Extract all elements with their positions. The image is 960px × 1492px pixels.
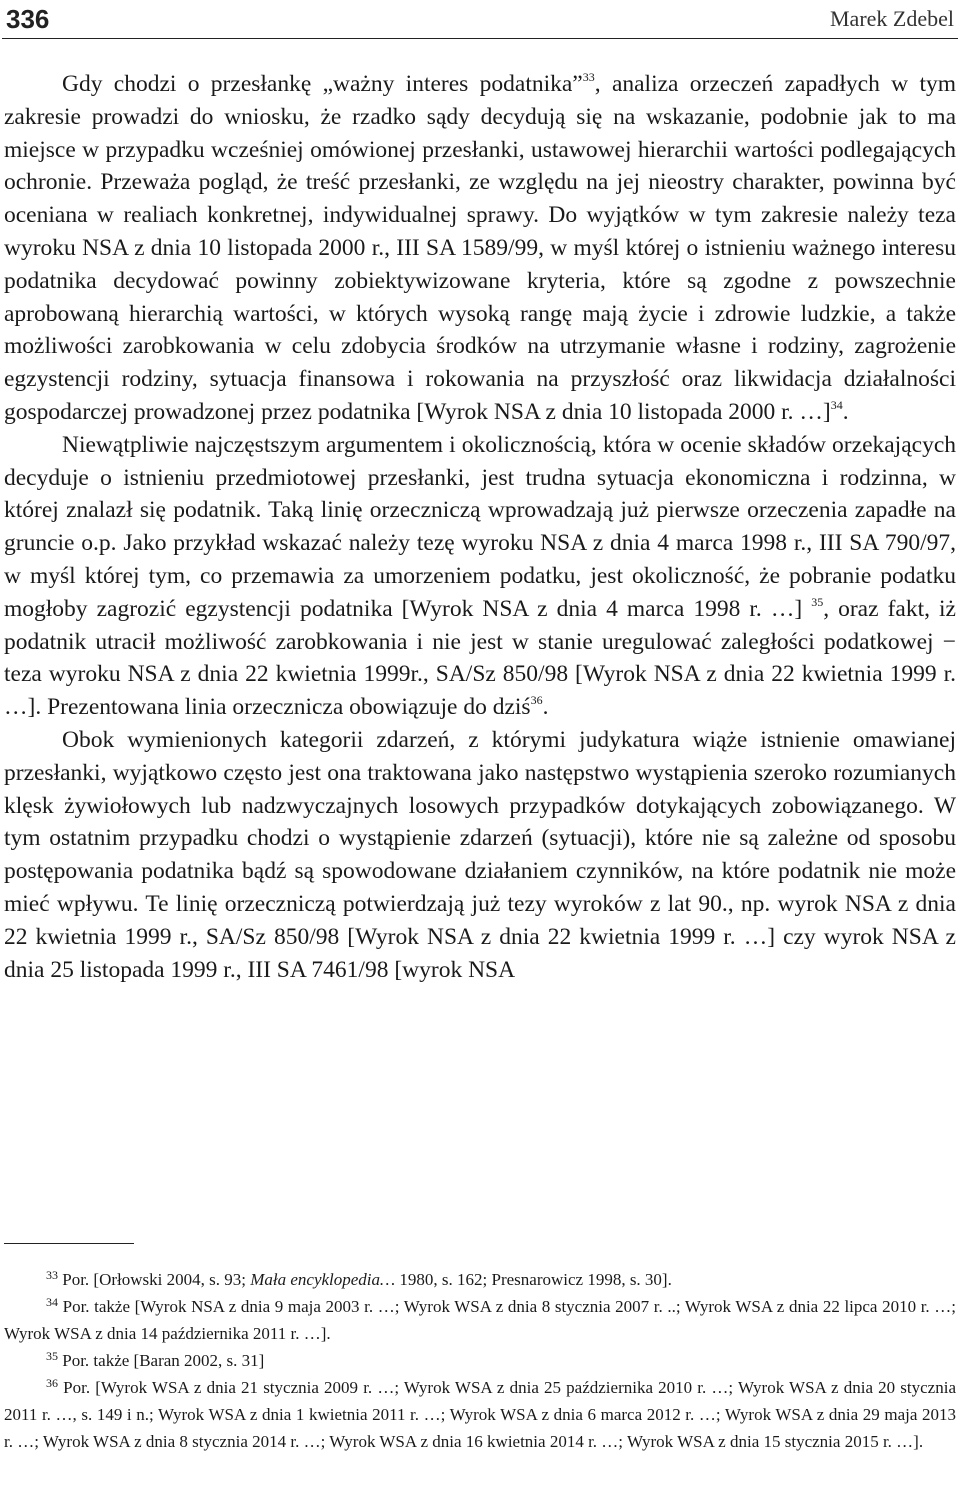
paragraph [4, 68, 956, 429]
footnote-reference[interactable]: 33 [582, 70, 595, 84]
footnotes [4, 1266, 956, 1455]
footnote-35 [4, 1347, 956, 1374]
footnote-number: 33 [46, 1268, 58, 1282]
footnote-text: Por. także [Wyrok NSA z dnia 9 maja 2003 r. …; Wyrok WSA z dnia 8 stycznia 2007 r. ..; Wyrok WSA z dnia 22 lipca 2010 r. …; Wyrok WSA z dnia 14 października 2011 r. …]. [4, 1297, 956, 1343]
paragraph-text: . [542, 694, 549, 721]
paragraph-text: Niewątpliwie najczęstszym argumentem i okolicznością, która w ocenie składów orzekających decyduje o istnieniu przedmiotowej przesłanki, jest trudna sytuacja ekonomiczna i rodzinna, w której znalazł się podatnik. Taką linię orzeczniczą wprowadzają już pierwsze orzeczenia zapadłe na gruncie o.p. Jako przykład wskazać należy tezę wyroku NSA z dnia 4 marca 1998 r., III SA 790/97, w myśl której tym, co przemawia za umorzeniem podatku, jest okoliczność, że pobranie podatku mogłoby zagrozić egzystencji podatnika [Wyrok NSA z dnia 4 marca 1998 r. …] [4, 431, 956, 622]
footnote-text: Por. także [Baran 2002, s. 31] [62, 1351, 265, 1370]
paragraph-text: Obok wymienionych kategorii zdarzeń, z którymi judykatura wiąże istnienie omawianej przesłanki, wyjątkowo często jest ona traktowana jako następstwo wystąpienia szeroko rozumianych klęsk żywiołowych lub nadzwyczajnych losowych przypadków dotykających zobowiązanego. W tym ostatnim przypadku chodzi o wystąpienie zdarzeń (sytuacji), które nie są zależne od sposobu postępowania podatnika bądź są spowodowane działaniem czynników, na które podatnik nie może mieć wpływu. Te linię orzeczniczą potwierdzają już tezy wyroków z lat 90., np. wyrok NSA z dnia 22 kwietnia 1999 r., SA/Sz 850/98 [Wyrok NSA z dnia 22 kwietnia 1999 r. …] czy wyrok NSA z dnia 25 listopada 1999 r., III SA 7461/98 [wyrok NSA [4, 726, 956, 983]
footnote-number: 36 [46, 1376, 58, 1390]
paragraph-text: . [842, 398, 849, 425]
footnote-italic-title: Mała encyklopedia… [250, 1270, 396, 1289]
header-rule [2, 38, 958, 39]
paragraph-text: Gdy chodzi o przesłankę „ważny interes podatnika” [62, 71, 583, 97]
body-text [4, 68, 956, 986]
footnote-text: Por. [Wyrok WSA z dnia 21 stycznia 2009 r. …; Wyrok WSA z dnia 25 października 2010 r. …; Wyrok WSA z dnia 20 stycznia 2011 r. …, s. 149 i n.; Wyrok WSA z dnia 1 kwietnia 2011 r. …; Wyrok WSA z dnia 6 marca 2012 r. …; Wyrok WSA z dnia 29 maja 2013 r. …; Wyrok WSA z dnia 8 stycznia 2014 r. …; Wyrok WSA z dnia 16 kwietnia 2014 r. …; Wyrok WSA z dnia 15 stycznia 2015 r. …]. [4, 1378, 956, 1451]
footnote-reference[interactable]: 36 [530, 693, 543, 708]
footnote-number: 34 [46, 1295, 58, 1309]
footnote-text: 1980, s. 162; Presnarowicz 1998, s. 30]. [395, 1270, 672, 1289]
page-header [0, 0, 960, 42]
paragraph [4, 429, 956, 724]
footnote-reference[interactable]: 34 [830, 397, 843, 412]
footnote-33 [4, 1266, 956, 1293]
paragraph [4, 724, 956, 986]
paragraph-text: , analiza orzeczeń zapadłych w tym zakresie prowadzi do wniosku, że rzadko sądy decydują się na wskazanie, podobnie jak to ma miejsce w przypadku wcześniej omówionej przesłanki, ustawowej hierarchii wartości podlegających ochronie. Przeważa pogląd, że treść przesłanki, ze względu na jej nieostry charakter, powinna być oceniana w realiach konkretnej, indywidualnej sprawy. Do wyjątków w tym zakresie należy teza wyroku NSA z dnia 10 listopada 2000 r., III SA 1589/99, w myśl której o istnieniu ważnego interesu podatnika decydować powinny zobiektywizowane kryteria, które są zgodne z powszechnie aprobowaną hierarchią wartości, w których wysoką rangę mają życie i zdrowie ludzkie, a także możliwości zarobkowania w celu zdobycia środków na utrzymanie własne i rodziny, zagrożenie egzystencji rodziny, sytuacja finansowa i rokowania na przyszłość oraz likwidacja działalności gospodarczej prowadzonej przez podatnika [Wyrok NSA z dnia 10 listopada 2000 r. …] [4, 71, 956, 425]
footnote-36 [4, 1374, 956, 1455]
paragraph-text: , oraz fakt, iż podatnik utracił możliwość zarobkowania i nie jest w stanie uregulować zaległości podatkowej − teza wyroku NSA z dnia 22 kwietnia 1999r., SA/Sz 850/98 [Wyrok NSA z dnia 22 kwietnia 1999 r. …]. Prezentowana linia orzecznicza obowiązuje do dziś [4, 595, 956, 721]
footnote-separator [4, 1243, 134, 1244]
running-head-author: Marek Zdebel [830, 6, 954, 31]
footnote-reference[interactable]: 35 [811, 594, 824, 609]
page-number: 336 [6, 4, 50, 34]
footnote-text: Por. [Orłowski 2004, s. 93; [62, 1270, 251, 1289]
footnote-34 [4, 1293, 956, 1347]
footnote-number: 35 [46, 1349, 58, 1363]
